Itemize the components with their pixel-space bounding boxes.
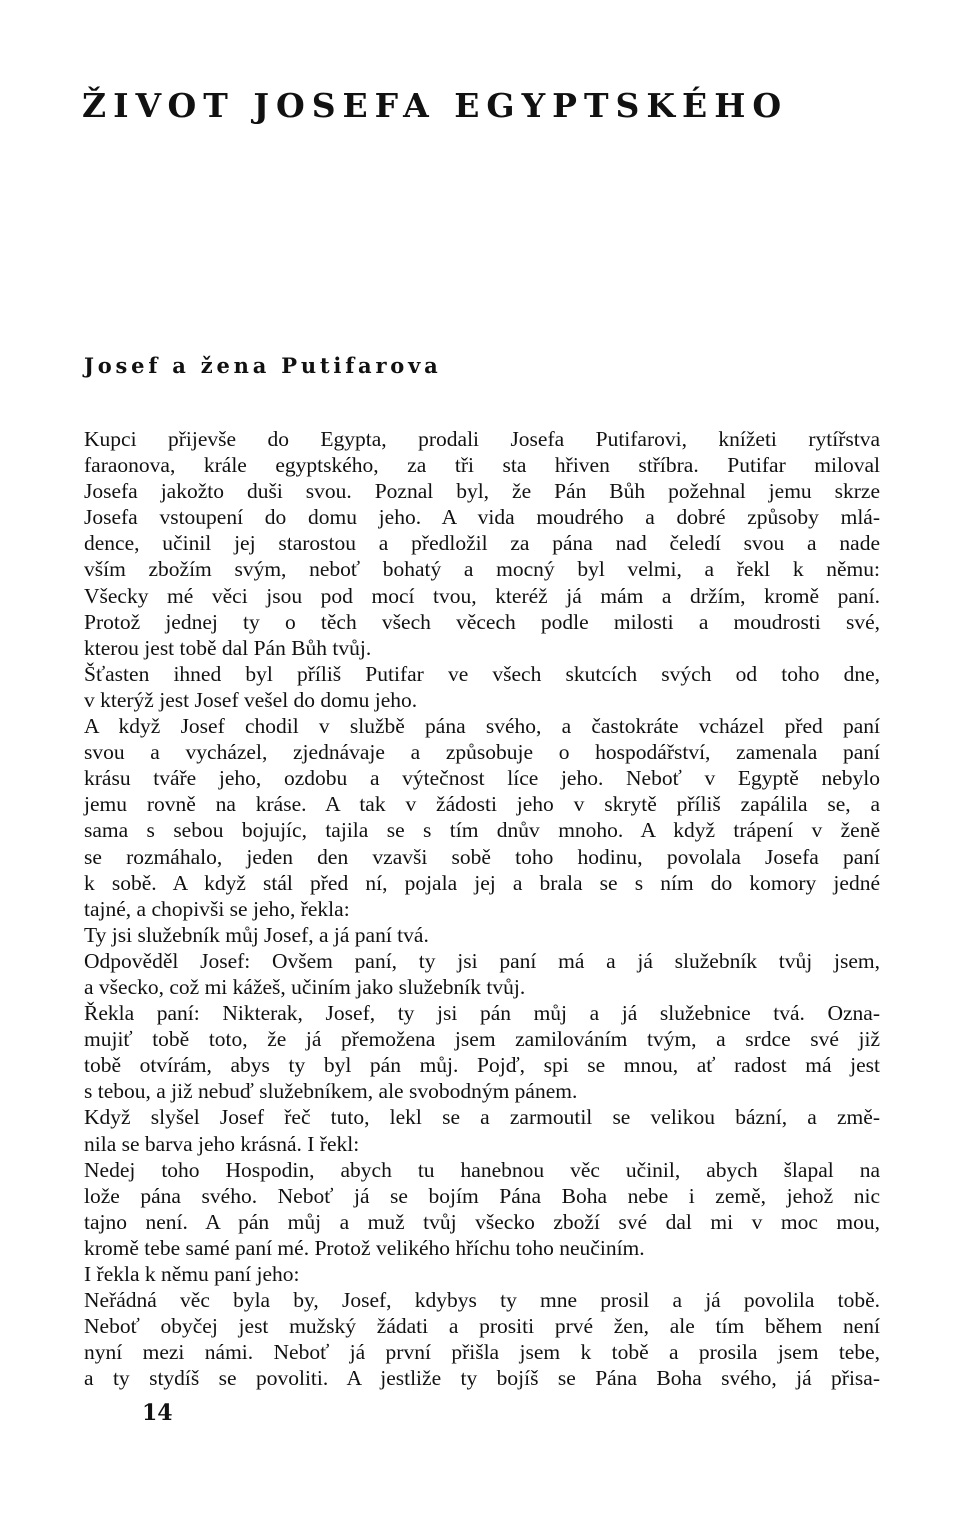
- text-line: kterou jest tobě dal Pán Bůh tvůj.: [84, 635, 372, 660]
- text-line: svou a vycházel, zjednávaje a způsobuje o hospodářství, zamenala paní: [84, 740, 880, 765]
- text-line: Neboť obyčej jest mužský žádati a prositi prvé žen, ale tím během není: [84, 1314, 880, 1339]
- text-line: kromě tebe samé paní mé. Protož velikého hříchu toho neučiním.: [84, 1235, 645, 1260]
- text-line: vším zbožím svým, neboť bohatý a mocný byl velmi, a řekl k němu:: [84, 557, 880, 582]
- text-line: tajné, a chopivši se jeho, řekla:: [84, 896, 350, 921]
- text-line: Protož jednej ty o těch všech věcech podle milosti a moudrosti své,: [84, 609, 880, 634]
- book-title: ŽIVOT JOSEFA EGYPTSKÉHO: [82, 86, 789, 125]
- text-line: jemu rovně na kráse. A tak v žádosti jeho v skrytě příliš zapálila se, a: [84, 792, 880, 817]
- text-line: I řekla k němu paní jeho:: [84, 1262, 300, 1286]
- text-line: mujiť tobě toto, že já přemožena jsem zamilováním tvým, a srdce své již: [84, 1027, 880, 1052]
- text-line: Všecky mé věci jsou pod mocí tvou, kteréž já mám a držím, kromě paní.: [84, 583, 880, 608]
- text-line: dence, učinil jej starostou a předložil za pána nad čeledí svou a nade: [84, 531, 880, 556]
- text-line: faraonova, krále egyptského, za tři sta hřiven stříbra. Putifar miloval: [84, 453, 880, 478]
- text-line: tajno není. A pán můj a muž tvůj všecko zboží své dal mi v moc mou,: [84, 1209, 880, 1234]
- text-line: Kupci přijevše do Egypta, prodali Josefa Putifarovi, knížeti rytířstva: [84, 427, 880, 451]
- text-line: A když Josef chodil v službě pána svého, a častokráte vcházel před paní: [84, 714, 880, 739]
- text-line: a ty stydíš se povoliti. A jestliže ty bojíš se Pána Boha svého, já přisa-: [84, 1366, 880, 1391]
- text-line: krásu tváře jeho, ozdobu a výtečnost líce jeho. Neboť v Egyptě nebylo: [84, 766, 880, 791]
- text-line: Odpověděl Josef: Ovšem paní, ty jsi paní má a já služebník tvůj jsem,: [84, 948, 880, 973]
- text-line: Josefa jakožto duši svou. Poznal byl, že Pán Bůh požehnal jemu skrze: [84, 479, 880, 504]
- page-number: 14: [142, 1400, 173, 1426]
- text-line: v kterýž jest Josef vešel do domu jeho.: [84, 687, 418, 712]
- text-line: Řekla paní: Nikterak, Josef, ty jsi pán můj a já služebnice tvá. Ozna-: [84, 1001, 880, 1026]
- body-text: [84, 426, 880, 1391]
- text-line: lože pána svého. Neboť já se bojím Pána Boha nebe i země, jehož nic: [84, 1183, 880, 1208]
- text-line: tobě otvírám, abys ty byl pán můj. Pojď, spi se mnou, ať radost má jest: [84, 1053, 880, 1078]
- text-line: Když slyšel Josef řeč tuto, lekl se a zarmoutil se velikou bázní, a změ-: [84, 1105, 880, 1130]
- text-line: Josefa vstoupení do domu jeho. A vida moudrého a dobré způsoby mlá-: [84, 505, 880, 530]
- text-line: se rozmáhalo, jeden den vzavši sobě toho hodinu, povolala Josefa paní: [84, 844, 880, 869]
- chapter-title: Josef a žena Putifarova: [84, 353, 442, 378]
- text-line: sama s sebou bojujíc, tajila se s tím dnův mnoho. A když trápení v ženě: [84, 818, 880, 843]
- text-line: Nedej toho Hospodin, abych tu hanebnou věc učinil, abych šlapal na: [84, 1157, 880, 1182]
- text-line: Neřádná věc byla by, Josef, kdybys ty mne prosil a já povolila tobě.: [84, 1288, 880, 1313]
- text-line: Ty jsi služebník můj Josef, a já paní tvá.: [84, 922, 429, 947]
- text-line: a všecko, což mi kážeš, učiním jako služebník tvůj.: [84, 974, 526, 999]
- text-line: s tebou, a již nebuď služebníkem, ale svobodným pánem.: [84, 1079, 578, 1104]
- text-line: nila se barva jeho krásná. I řekl:: [84, 1131, 360, 1156]
- text-line: k sobě. A když stál před ní, pojala jej a brala se s ním do komory jedné: [84, 870, 880, 895]
- text-line: nyní mezi námi. Neboť já první přišla jsem k tobě a prosila jsem tebe,: [84, 1340, 880, 1365]
- text-line: Šťasten ihned byl příliš Putifar ve všech skutcích svých od toho dne,: [84, 661, 880, 686]
